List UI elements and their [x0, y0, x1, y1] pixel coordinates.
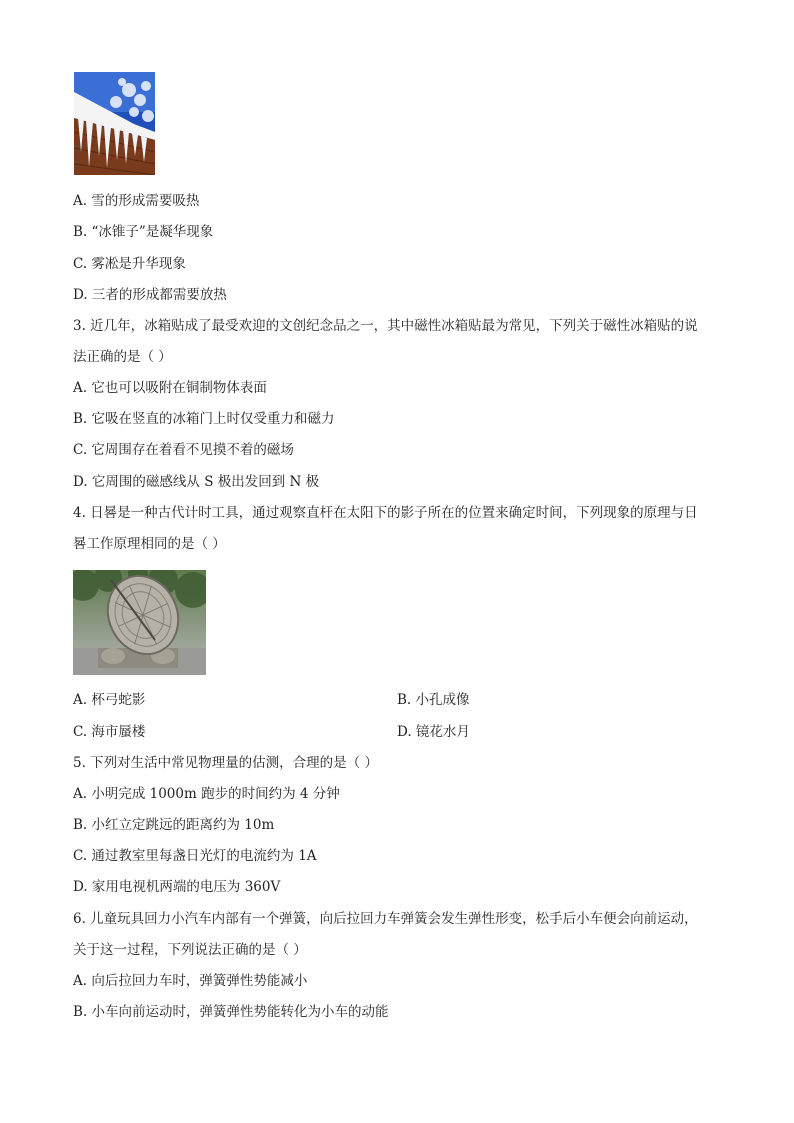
- q4-option-d: D. 镜花水月: [397, 724, 470, 740]
- icicle-rime-photo: [74, 72, 155, 175]
- sundial-illustration: [73, 570, 206, 675]
- q4-option-c: C. 海市蜃楼: [73, 724, 146, 740]
- q3-option-b: B. 它吸在竖直的冰箱门上时仅受重力和磁力: [73, 411, 335, 427]
- q2-option-b: B. “冰锥子”是凝华现象: [73, 224, 214, 240]
- q5-stem: 5. 下列对生活中常见物理量的估测，合理的是（ ）: [73, 755, 378, 771]
- q3-option-c: C. 它周围存在着看不见摸不着的磁场: [73, 442, 294, 458]
- q5-option-c: C. 通过教室里每盏日光灯的电流约为 1A: [73, 848, 317, 864]
- q3-option-d: D. 它周围的磁感线从 S 极出发回到 N 极: [73, 474, 320, 490]
- q3-stem-line2: 法正确的是（ ）: [73, 349, 172, 365]
- q5-option-a: A. 小明完成 1000m 跑步的时间约为 4 分钟: [73, 786, 340, 802]
- q4-stem-line2: 晷工作原理相同的是（ ）: [73, 536, 226, 552]
- q2-option-c: C. 雾凇是升华现象: [73, 256, 186, 272]
- q6-stem-line2: 关于这一过程，下列说法正确的是（ ）: [73, 942, 307, 958]
- q3-option-a: A. 它也可以吸附在铜制物体表面: [73, 380, 267, 396]
- q4-option-a: A. 杯弓蛇影: [73, 692, 146, 708]
- q3-stem-line1: 3. 近几年，冰箱贴成了最受欢迎的文创纪念品之一，其中磁性冰箱贴最为常见，下列关于磁性冰箱贴的说: [73, 318, 698, 334]
- sundial-photo: [73, 570, 206, 675]
- q5-option-d: D. 家用电视机两端的电压为 360V: [73, 879, 281, 895]
- q6-stem-line1: 6. 儿童玩具回力小汽车内部有一个弹簧，向后拉回力车弹簧会发生弹性形变，松手后小车便会向前运动，: [73, 911, 698, 927]
- q6-option-b: B. 小车向前运动时，弹簧弹性势能转化为小车的动能: [73, 1004, 389, 1020]
- q4-option-b: B. 小孔成像: [397, 692, 470, 708]
- q5-option-b: B. 小红立定跳远的距离约为 10m: [73, 817, 275, 833]
- q6-option-a: A. 向后拉回力车时，弹簧弹性势能减小: [73, 973, 308, 989]
- q2-option-a: A. 雪的形成需要吸热: [73, 193, 200, 209]
- q2-option-d: D. 三者的形成都需要放热: [73, 287, 227, 303]
- q4-stem-line1: 4. 日晷是一种古代计时工具，通过观察直杆在太阳下的影子所在的位置来确定时间，下列现象的原理与日: [73, 505, 698, 521]
- icicle-rime-illustration: [74, 72, 155, 175]
